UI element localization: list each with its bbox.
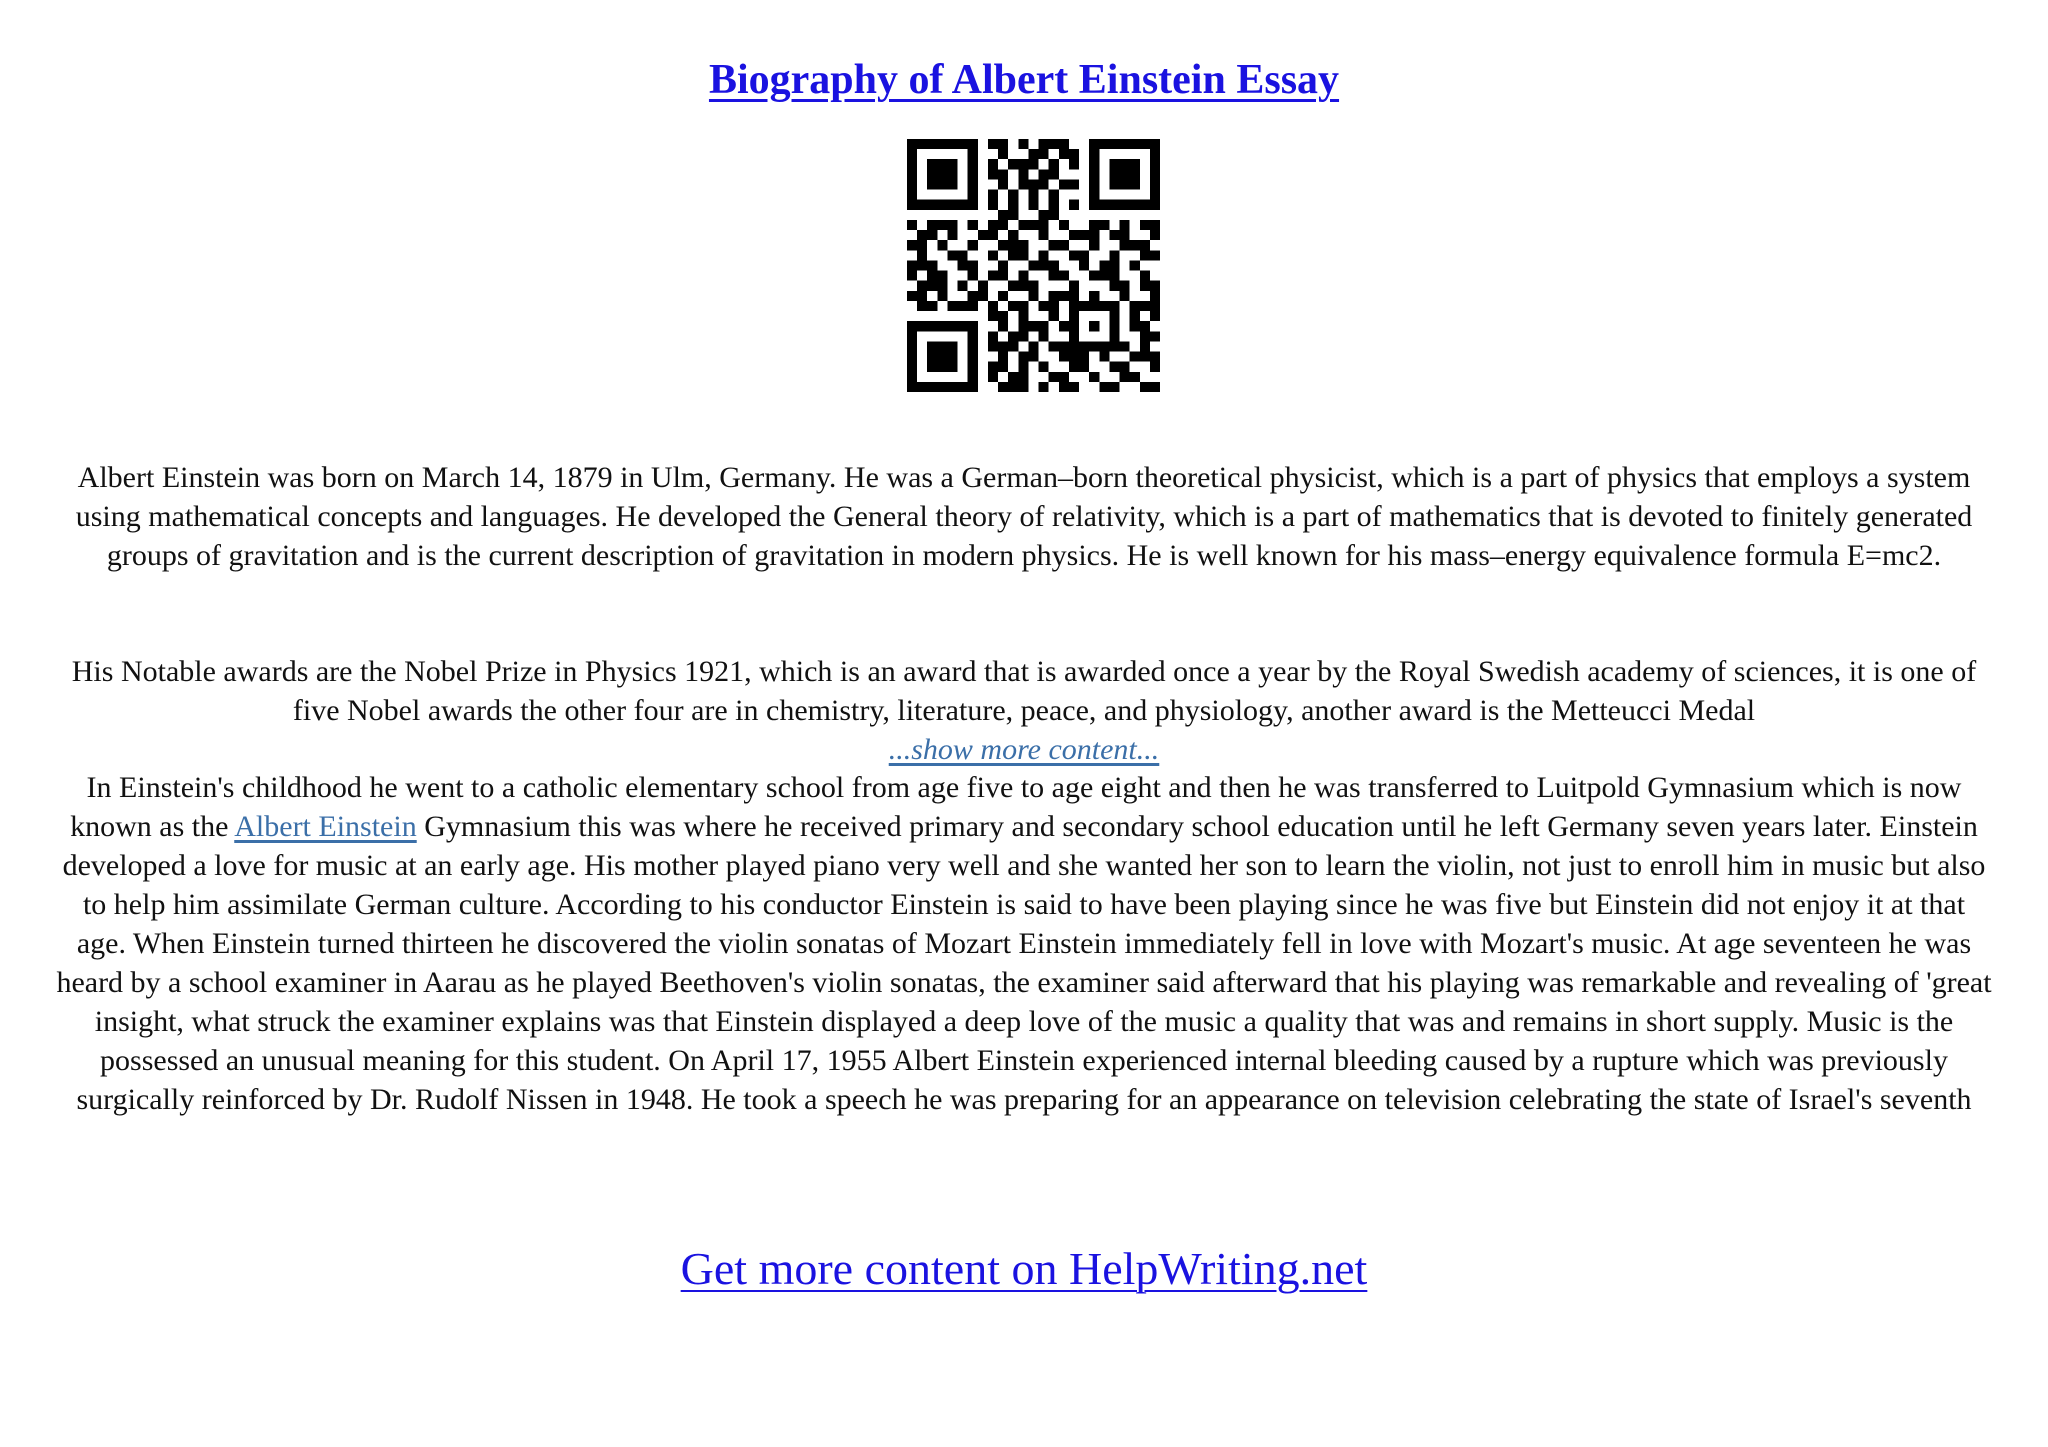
get-more-content-link[interactable]: Get more content on HelpWriting.net	[680, 1243, 1368, 1294]
footer-cta	[0, 1240, 2048, 1298]
paragraph-awards	[55, 652, 1993, 769]
albert-einstein-link[interactable]: Albert Einstein	[234, 810, 417, 843]
paragraph-intro: Albert Einstein was born on March 14, 1879 in Ulm, Germany. He was a German–born theoretical physicist, which is a part of physics that employs a system using mathematical concepts and languages. He developed the General theory of relativity, which is a part of mathematics that is devoted to finitely generated groups of gravitation and is the current description of gravitation in modern physics. He is well known for his mass–energy equivalence formula E=mc2.	[75, 461, 1973, 572]
title-link[interactable]: Biography of Albert Einstein Essay	[708, 57, 1340, 103]
paragraph-childhood	[55, 768, 1993, 1119]
paragraph-childhood-text-start: In Einstein's childhood he went to a catholic elementary school from age five to age eight and then he was transferred to Luitpold Gymnasium which is now known as the	[70, 771, 1962, 843]
paragraph-awards-text: His Notable awards are the Nobel Prize in Physics 1921, which is an award that is awarded once a year by the Royal Swedish academy of sciences, it is one of five Nobel awards the other four are in chemistry, literature, peace, and physiology, another award is the Metteucci Medal	[71, 655, 1977, 727]
qr-code-graphic	[907, 139, 1160, 392]
qr-code-icon	[907, 139, 1160, 392]
paragraph-childhood-text-end: Gymnasium this was where he received primary and secondary school education until he left Germany seven years later. Einstein developed a love for music at an early age. His mother played piano very well and she wanted her son to learn the violin, not just to enroll him in music but also to help him assimilate German culture. According to his conductor Einstein is said to have been playing since he was five but Einstein did not enjoy it at that age. When Einstein turned thirteen he discovered the violin sonatas of Mozart Einstein immediately fell in love with Mozart's music. At age seventeen he was heard by a school examiner in Aarau as he played Beethoven's violin sonatas, the examiner said afterward that his playing was remarkable and revealing of 'great insight, what struck the examiner explains was that Einstein displayed a deep love of the music a quality that was and remains in short supply. Music is the possessed an unusual meaning for this student. On April 17, 1955 Albert Einstein experienced internal bleeding caused by a rupture which was previously surgically reinforced by Dr. Rudolf Nissen in 1948. He took a speech he was preparing for an appearance on television celebrating the state of Israel's seventh	[56, 810, 1992, 1116]
show-more-link[interactable]: ...show more content...	[888, 733, 1160, 766]
page-title	[0, 52, 2048, 108]
